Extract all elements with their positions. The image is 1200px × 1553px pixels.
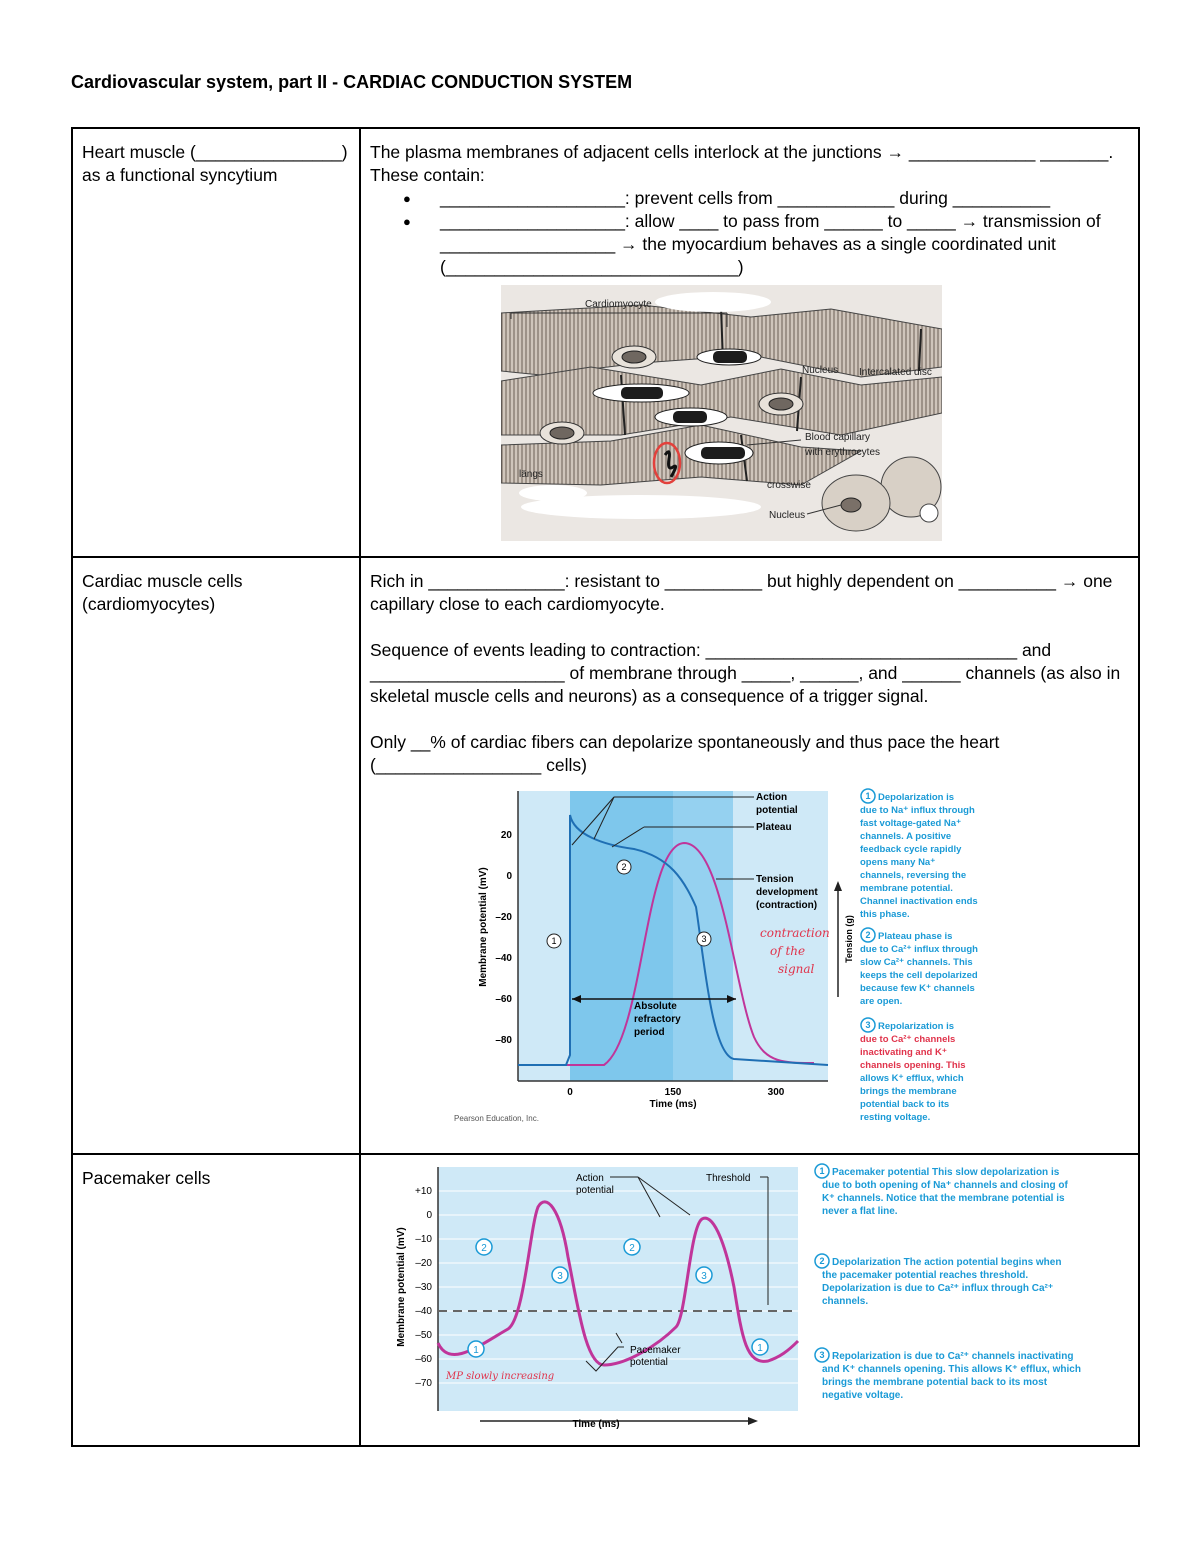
row-heading-line: as a functional syncytium [82,165,278,185]
note-line: channels. [822,1296,869,1307]
marker: 2 [621,862,627,872]
marker: 2 [819,1256,825,1266]
note-line: brings the membrane potential back to its most [822,1377,1048,1388]
x-axis-label: Time (ms) [649,1099,697,1110]
note-line: fast voltage-gated Na⁺ [860,818,962,829]
note-depolarization [815,1254,1061,1307]
table-row [72,557,1139,1154]
note-line: membrane potential. [860,883,953,894]
label-refractory-3: period [634,1027,665,1038]
x-axis-label: Time (ms) [572,1419,620,1429]
label-refractory-2: refractory [634,1014,681,1025]
label-pacemaker: Pacemaker [630,1345,681,1356]
list-item: ● ___________________: prevent cells from ____________ during __________ [370,187,1130,210]
row-content [360,128,1139,557]
table-row [72,1154,1139,1446]
paragraph: Only __% of cardiac fibers can depolarize spontaneously and thus pace the heart (_________________ cells) [370,732,1000,775]
marker: 3 [819,1350,825,1360]
row-heading-line: Cardiac muscle cells [82,571,243,591]
label-action-2: potential [576,1185,614,1196]
marker: 2 [481,1243,487,1254]
row-heading [72,1154,360,1446]
note-line: because few K⁺ channels [860,983,975,994]
note-line: channels. A positive [860,831,952,842]
marker: 1 [819,1166,825,1176]
note-depolarization [860,789,978,920]
label-intercalated-disc: Intercalated disc [859,367,932,378]
paragraph: The plasma membranes of adjacent cells interlock at the junctions → _____________ _______. These contain: [370,142,1114,185]
y-axis [495,830,512,1046]
marker: 1 [551,936,557,946]
redaction-blob [521,495,761,519]
note-line: are open. [860,996,903,1007]
paragraph: Sequence of events leading to contraction: ________________________________ and ____________________ of membrane through _____, ______, and ______ channels (as also in skeletal muscle cells and neurons) as a consequence of a trigger signal. [370,640,1121,706]
cardiomyocyte-figure [501,285,942,541]
note-line: Plateau phase is [878,931,953,942]
label-crosswise: crosswise [767,480,811,491]
tick-label: 300 [767,1087,785,1098]
note-line: potential back to its [860,1099,950,1110]
label-cardiomyocyte: Cardiomyocyte [585,299,652,310]
label-plateau: Plateau [756,822,792,833]
tick-label: –10 [415,1234,432,1245]
note-line: Repolarization is [878,1021,955,1032]
tick-label: 150 [664,1087,682,1098]
tick-label: –40 [415,1306,432,1317]
marker: 1 [865,791,871,801]
paragraph: Rich in ______________: resistant to __________ but highly dependent on __________ → one capillary close to each cardiomyocyte. [370,571,1113,614]
marker: 1 [473,1345,479,1356]
label-pacemaker-2: potential [630,1357,668,1368]
hand-note: signal [778,962,815,976]
row-heading [72,128,360,557]
tick-label: –20 [495,912,512,923]
note-line: Channel inactivation ends [860,896,978,907]
marker: 3 [557,1271,563,1282]
marker: 3 [865,1020,871,1030]
bullet-list [370,187,1130,279]
note-line: due to both opening of Na⁺ channels and closing of [822,1180,1068,1191]
hand-note: contraction [760,926,830,940]
hand-note: of the [770,944,806,958]
phase-notes [815,1164,1081,1401]
note-line: Repolarization is due to Ca²⁺ channels inactivating [832,1351,1074,1362]
tick-label: 20 [500,830,512,841]
note-repolarization [860,1018,966,1123]
label-nucleus: Nucleus [802,365,839,376]
y-axis [415,1186,432,1389]
tick-label: +10 [415,1186,432,1197]
label-threshold: Threshold [706,1173,751,1184]
note-line: slow Ca²⁺ channels. This [860,957,973,968]
label-langs: längs [519,469,543,480]
marker: 2 [865,930,871,940]
tick-label: –60 [415,1354,432,1365]
note-repolarization [815,1348,1081,1401]
label-tension: Tension [756,874,794,885]
note-line: channels, reversing the [860,870,967,881]
note-line: the pacemaker potential reaches threshold. [822,1270,1029,1281]
row-heading-line: Heart muscle (_______________) [82,142,348,162]
right-axis-label: Tension (g) [844,915,854,963]
row-content [360,1154,1139,1446]
label-action: Action [576,1173,604,1184]
note-line: and K⁺ channels opening. This allows K⁺ efflux, which [822,1364,1081,1375]
marker: 3 [701,1271,707,1282]
marker: 2 [629,1243,635,1254]
note-line: due to Na⁺ influx through [860,805,975,816]
note-line: allows K⁺ efflux, which [860,1073,964,1084]
credit: Pearson Education, Inc. [454,1114,539,1123]
label-tension-3: (contraction) [756,900,818,911]
note-pacemaker-potential [815,1164,1069,1217]
label-tension-2: development [756,887,818,898]
label-action: Action [756,792,788,803]
note-line: Depolarization is [878,792,955,803]
tick-label: 0 [506,871,512,882]
note-line: inactivating and K⁺ [860,1047,947,1058]
marker: 3 [701,934,707,944]
tick-label: –80 [495,1035,512,1046]
note-line: never a flat line. [822,1206,898,1217]
label-capillary-2: with erythrocytes [805,447,881,458]
label-capillary: Blood capillary [805,432,871,443]
tick-label: –30 [415,1282,432,1293]
y-axis-label: Membrane potential (mV) [396,1227,407,1347]
redaction-blob [655,292,771,312]
row-heading-line: Pacemaker cells [82,1168,211,1188]
note-line: due to Ca²⁺ channels [860,1034,956,1045]
tick-label: 0 [426,1210,432,1221]
phase-notes [860,789,978,1123]
label-action-2: potential [756,805,798,816]
note-line: Depolarization is due to Ca²⁺ influx through Ca²⁺ [822,1283,1054,1294]
note-line: negative voltage. [822,1390,904,1401]
label-refractory: Absolute [634,1001,677,1012]
hand-note: MP slowly increasing [446,1371,555,1382]
table-row [72,128,1139,557]
note-line: brings the membrane [860,1086,957,1097]
y-axis-label: Membrane potential (mV) [478,867,489,987]
list-item: ● ___________________: allow ____ to pass from ______ to _____ → transmission of __________________ → the myocardium behaves as a single coordinated unit (______________________________) [370,210,1130,279]
note-line: Depolarization The action potential begins when [832,1257,1062,1268]
action-potential-chart [454,787,1014,1145]
row-heading-line: (cardiomyocytes) [82,594,216,614]
worksheet-table [71,127,1140,1447]
x-axis [567,1087,785,1110]
note-plateau [860,928,978,1007]
row-heading [72,557,360,1154]
note-line: this phase. [860,909,910,920]
tick-label: –70 [415,1378,432,1389]
note-line: keeps the cell depolarized [860,970,978,981]
note-line: channels opening. This [860,1060,966,1071]
row-content [360,557,1139,1154]
note-line: K⁺ channels. Notice that the membrane potential is [822,1193,1065,1204]
note-line: resting voltage. [860,1112,931,1123]
marker: 1 [757,1343,763,1354]
label-nucleus-2: Nucleus [769,510,806,521]
note-line: feedback cycle rapidly [860,844,962,855]
tick-label: –40 [495,953,512,964]
note-line: due to Ca²⁺ influx through [860,944,978,955]
page-title: Cardiovascular system, part II - CARDIAC CONDUCTION SYSTEM [71,72,633,92]
tick-label: –20 [415,1258,432,1269]
pacemaker-potential-chart [390,1157,1130,1429]
note-line: Pacemaker potential This slow depolarization is [832,1167,1060,1178]
tick-label: –50 [415,1330,432,1341]
note-line: opens many Na⁺ [860,857,936,868]
tick-label: 0 [567,1087,573,1098]
tick-label: –60 [495,994,512,1005]
